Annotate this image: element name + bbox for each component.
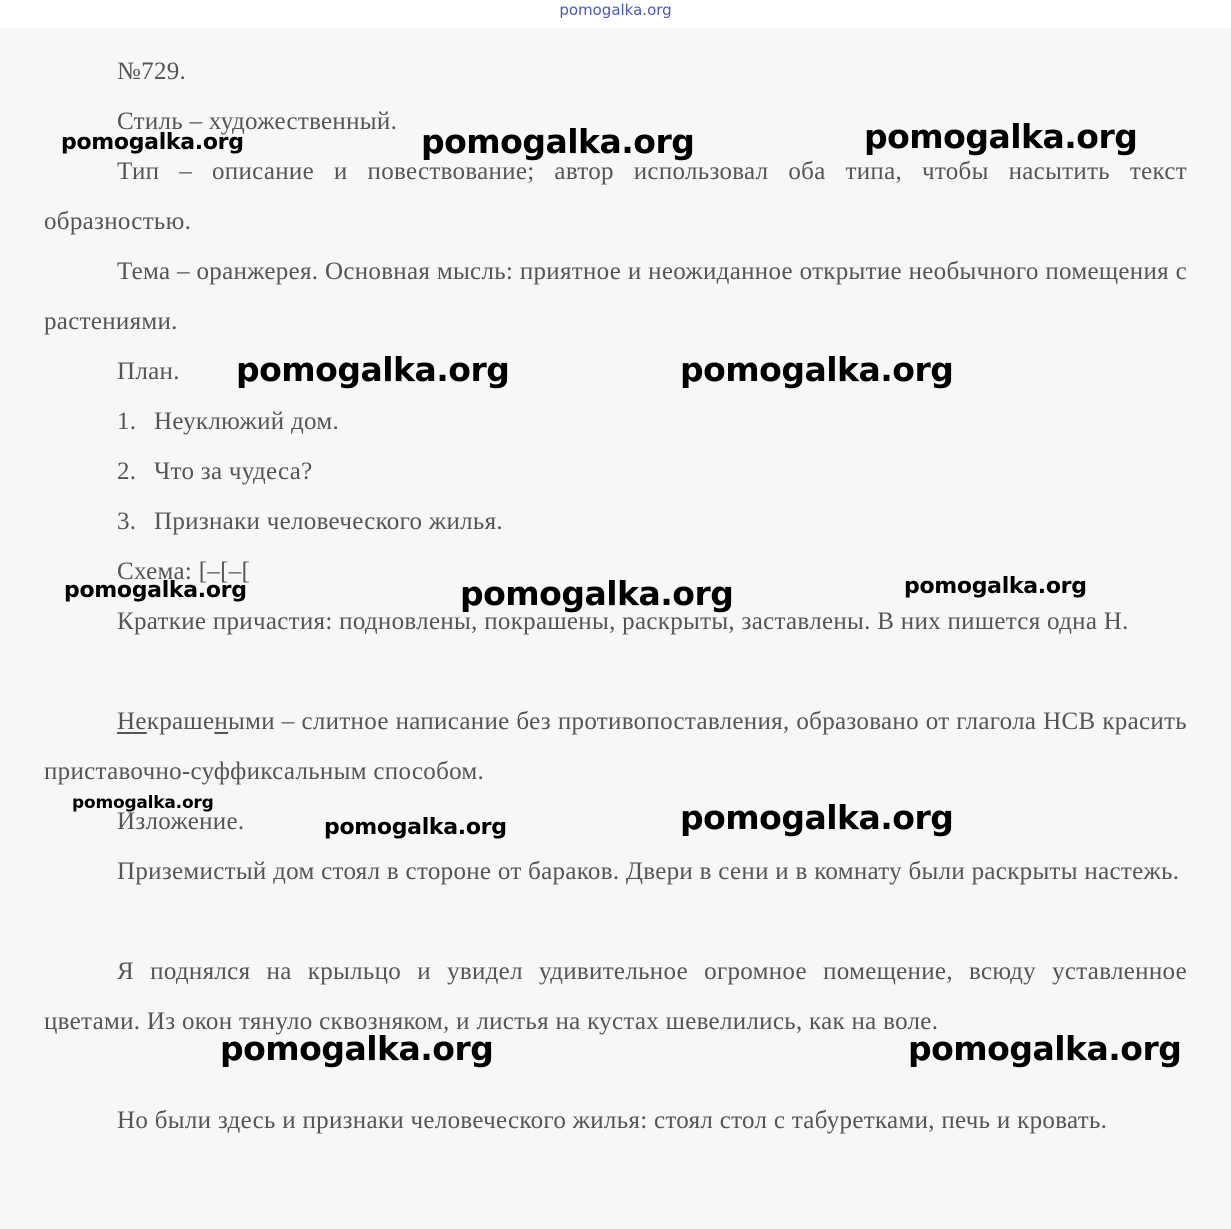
plan-item: 1. Неуклюжий дом. [117,408,339,435]
exposition-paragraph: Я поднялся на крыльцо и увидел удивительное огромное помещение, всюду уставленное цветами. Из окон тянуло сквозняком, и листья на кустах шевелились, как на воле. [44,958,1187,1035]
watermark: pomogalka.org [864,117,1138,156]
exposition-label: Изложение. [117,808,245,835]
watermark: pomogalka.org [236,350,510,389]
theme-paragraph: Тема – оранжерея. Основная мысль: приятное и неожиданное открытие необычного помещения с растениями. [44,258,1187,335]
watermark: pomogalka.org [680,350,954,389]
nekrashenymi-paragraph: Некрашеными – слитное написание без противопоставления, образовано от глагола НСВ красить приставочно-суффиксальным способом. [44,708,1187,785]
suffix-underlined: н [214,708,229,735]
exercise-number: №729. [117,58,187,85]
style-line: Стиль – художественный. [117,108,398,135]
site-link[interactable]: pomogalka.org [559,1,672,19]
exposition-paragraph: Но были здесь и признаки человеческого жилья: стоял стол с табуретками, печь и кровать. [117,1107,1108,1134]
watermark: pomogalka.org [421,122,695,161]
watermark: pomogalka.org [680,798,954,837]
watermark: pomogalka.org [904,574,1087,599]
watermark: pomogalka.org [61,130,244,155]
plan-item: 2. Что за чудеса? [117,458,313,485]
top-bar [0,0,1231,28]
type-paragraph: Тип – описание и повествование; автор использовал оба типа, чтобы насытить текст образностью. [44,158,1187,235]
watermark: pomogalka.org [64,578,247,603]
watermark: pomogalka.org [908,1029,1182,1068]
plan-item: 3. Признаки человеческого жилья. [117,508,503,535]
exposition-paragraph: Приземистый дом стоял в стороне от бараков. Двери в сени и в комнату были раскрыты настежь. [117,858,1180,885]
participles-paragraph: Краткие причастия: подновлены, покрашены, раскрыты, заставлены. В них пишется одна Н. [117,608,1129,635]
watermark: pomogalka.org [460,574,734,613]
prefix-underlined: Не [117,708,147,735]
plan-label: План. [117,358,180,385]
watermark: pomogalka.org [324,815,507,840]
scheme-line: Схема: [–[–[ [117,558,251,585]
watermark: pomogalka.org [220,1029,494,1068]
watermark: pomogalka.org [72,793,214,813]
